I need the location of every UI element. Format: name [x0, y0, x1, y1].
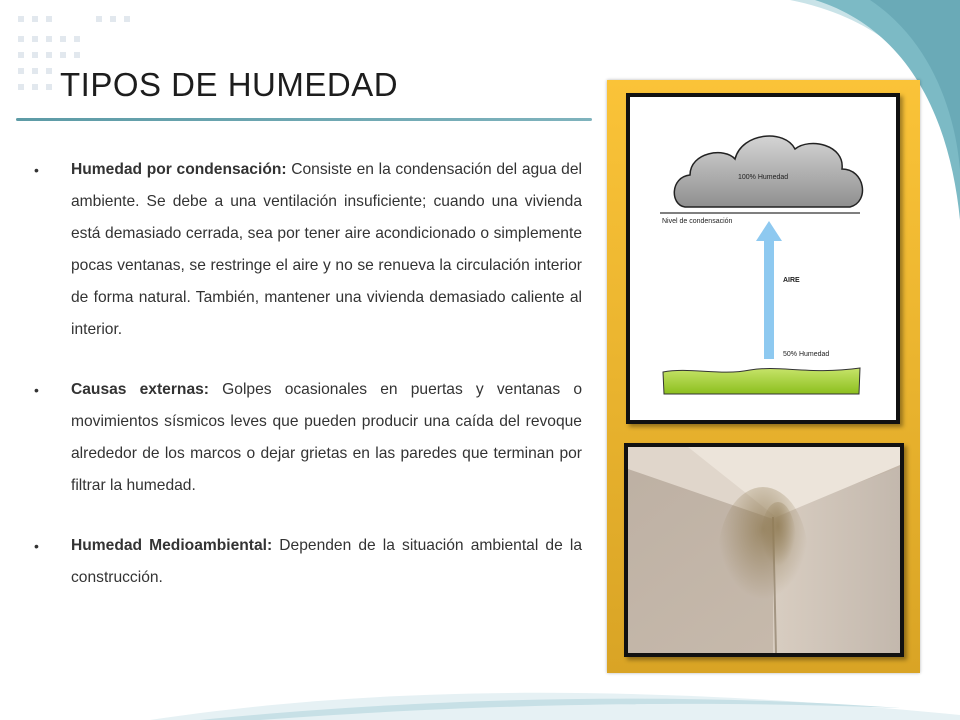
- condensation-diagram: [626, 93, 900, 424]
- bullet-term: Humedad por condensación:: [71, 161, 287, 178]
- damp-wall-photo: [624, 443, 904, 657]
- bullet-text: Dependen de la situación ambiental de la construcción.: [71, 537, 582, 586]
- bullet-paragraph: [71, 374, 582, 502]
- list-item: [34, 374, 582, 502]
- bullet-icon: •: [34, 538, 39, 554]
- air-arrow-icon: [756, 221, 782, 359]
- ground-icon: [663, 368, 860, 394]
- bullet-list: [34, 154, 582, 622]
- cloud-label: 100% Humedad: [738, 174, 789, 181]
- diagram-canvas: [630, 97, 896, 420]
- damp-wall-image: [628, 447, 900, 653]
- bullet-icon: •: [34, 382, 39, 398]
- list-item: [34, 530, 582, 594]
- bullet-icon: •: [34, 162, 39, 178]
- list-item: [34, 154, 582, 346]
- bullet-text: Consiste en la condensación del agua del ambiente. Se debe a una ventilación insuficiente; cuando una vivienda está demasiado cerrada, sea por tener aire acondicionado o simplemente pocas ventanas, se restringe el aire y no se renueva la circulación interior de forma natural. También, mantener una vivienda demasiado caliente al interior.: [71, 161, 582, 338]
- bullet-term: Causas externas:: [71, 381, 209, 398]
- bullet-paragraph: [71, 530, 582, 594]
- cloud-icon: [674, 136, 862, 207]
- bullet-term: Humedad Medioambiental:: [71, 537, 273, 554]
- ground-humidity-label: 50% Humedad: [783, 351, 830, 358]
- bullet-text: Golpes ocasionales en puertas y ventanas o movimientos sísmicos leves que pueden producir una caída del revoque alrededor de los marcos o dejar grietas en las paredes que terminan por filtrar la humedad.: [71, 381, 582, 494]
- title-underline: [16, 118, 592, 121]
- condensation-level-label: Nivel de condensación: [662, 218, 733, 225]
- page-title: TIPOS DE HUMEDAD: [60, 66, 399, 103]
- air-label: AIRE: [783, 277, 800, 284]
- bullet-paragraph: [71, 154, 582, 346]
